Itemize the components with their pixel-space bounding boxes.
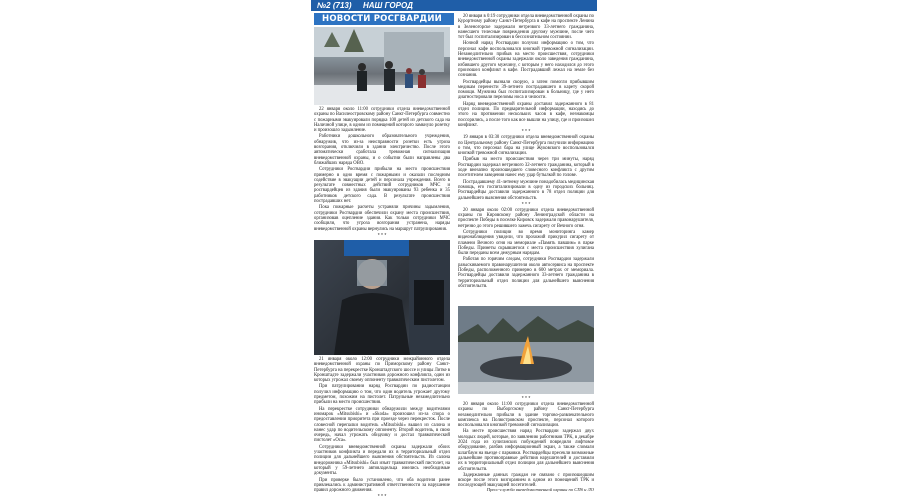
paragraph: Сотрудники полиции во время мониторинга камер видеонаблюдения увидели, что прохожий прикурил сигарету от пламени Вечного огня на мемориале «Память павшим» в парке Победы. Приметы скрывшегося с места происшествия хулигана были переданы всем дежурным нарядам.: [458, 229, 594, 257]
paragraph: Росгвардейцы вызвали скорую, а затем помогли прибывшим медикам перенести 39-летнего пострадавшего в карету скорой помощи. Мужчина был госпитализирован в больницу, где у него диагностировали переломы носа и челюсти.: [458, 79, 594, 101]
rubric-heading-text: НОВОСТИ РОСГВАРДИИ: [322, 14, 442, 24]
paragraph: При патрулировании наряд Росгвардии по радиостанции получил информацию о том, что один водитель угрожает другому предметом, похожим на пистолет. Патрульные незамедлительно прибыли на место происшествия.: [314, 384, 450, 406]
paragraph: 20 января около 11:00 сотрудники отдела вневедомственной охраны по Выборгскому району Санкт-Петербурга незамедлительно прибыли в здание торгово-развлекательного комплекса на Полюстровском проспекте, персонал которого воспользовался кнопкой тревожной сигнализации.: [458, 402, 594, 429]
paragraph: Наряд вневедомственной охраны доставил задержанного в 81 отдел полиции. По предварительной информации, находясь до этого на протяжении нескольких часов в кафе, незнакомцы поссорились, а после того как все вышли на улицу, где и произошел конфликт.: [458, 101, 594, 128]
paragraph: Сотрудники вневедомственной охраны задержали обоих участников конфликта и передали их в территориальный отдел полиции для дальнейшего выяснения обстоятельств. Из салона внедорожника «Mitsubishi» был изъят травматический пистолет, на который у 59-летнего автовладельца имелись необходимые документы.: [314, 444, 450, 477]
issue-number: №2 (713): [317, 1, 352, 10]
right-column-bottom: [458, 396, 594, 489]
paragraph: 22 января около 11:00 сотрудники отдела вневедомственной охраны по Василеостровскому району Санкт-Петербурга совместно с пожарными эвакуировали порядка 100 детей из детского сада на Наличной улице, в одном из помещений которого замкнуло розетку и произошло задымление.: [314, 107, 450, 134]
rubric-heading: [314, 13, 454, 25]
paragraph: 20 января в 0:19 сотрудники отдела вневедомственной охраны по Курортному району Санкт-Петербурга в кафе на проспекте Ленина в Зеленогорске задержали нетрезвого 33-летнего гражданина, нанесшего телесные повреждения другому мужчине, после чего тот был госпитализирован в бессознательном состоянии.: [458, 14, 594, 41]
paragraph: Пострадавшему 41-летнему мужчине понадобилась медицинская помощь, его госпитализировали в одну из городских больниц. Росгвардейцы доставили задержанного в 78 отдел полиции для дальнейшего выяснения обстоятельств.: [458, 179, 594, 201]
paragraph: 21 января около 12:00 сотрудники межрайонного отдела вневедомственной охраны по Приморскому району Санкт-Петербурга на перекрестке Кронштадтского шоссе и улицы Литке в Кронштадте задержали участников дорожного конфликта, один из которых угрожал своему оппоненту травматическим пистолетом.: [314, 357, 450, 384]
right-column-top: [458, 14, 594, 304]
paragraph: На месте происшествия наряд Росгвардии задержал двух молодых людей, которые, по заявлению работников ТРК, в декабре 2024 года из хулиганских побуждений повредили лифтовое оборудование, разбив информационный экран, а также сломали шлагбаум на въезде с парковки. Росгвардейцы пресекли возможные дальнейшие противоправные действия нарушителей и доставили их в территориальный отдел полиции для дальнейшего выяснения обстоятельств.: [458, 429, 594, 472]
paragraph: Работники дошкольного образовательного учреждения, обнаружив, что из-за неисправности розетки есть угроза возгорания, отключили в здании электричество. После этого автоматически сработала тревожная сигнализация вневедомственной охраны, и о событии были направлены два ближайших наряда ОВО.: [314, 134, 450, 166]
separator-stars: * * *: [377, 232, 387, 239]
eternal-flame-photo: [458, 306, 594, 394]
paragraph: 19 января в 03:30 сотрудники отдела вневедомственной охраны по Центральному району Санкт-Петербурга получили информацию о том, что персонал бара на улице Жуковского воспользовался кнопкой тревожной сигнализации.: [458, 135, 594, 157]
paragraph: Ночной наряд Росгвардии получил информацию о том, что персонал кафе воспользовался кнопкой тревожной сигнализации. Незамедлительно прибыв на место происшествия, сотрудники вневедомственной охраны задержали около заведения гражданина, избившего другого мужчину, с которым у него находился до этого произошел конфликт в кафе. Пострадавший лежал на земле без сознания.: [458, 41, 594, 79]
section-name: НАШ ГОРОД: [363, 1, 413, 10]
paragraph: При проверке было установлено, что оба водителя ранее привлекались к административной ответственности за нарушение правил дорожного движения.: [314, 477, 450, 494]
newspaper-page: [311, 0, 597, 500]
left-column-bottom: [314, 357, 450, 500]
separator-stars: * * *: [521, 129, 531, 136]
kindergarten-evacuation-photo: [314, 27, 450, 105]
separator-stars: * * *: [521, 396, 531, 402]
paragraph: Сотрудники Росгвардии прибыли на место происшествия примерно в одно время с пожарными и оказали последним содействие в эвакуации детей и персонала учреждения. Всего в результате совместных действий сотрудников МЧС и росгвардейцев из здания были эвакуированы 93 ребенка и 35 работников детского сада. В результате происшествия пострадавших нет.: [314, 167, 450, 205]
paragraph: Работая по горячим следам, сотрудники Росгвардии задержали разыскиваемого правонарушителя около автосервиса на проспекте Победы, расположенного примерно в 600 метрах от мемориала. Росгвардейцы доставили задержанного 33-летнего гражданина в территориальный отдел полиции для дальнейшего выяснения обстоятельств.: [458, 257, 594, 289]
separator-stars: * * *: [377, 494, 387, 500]
detained-driver-photo: [314, 240, 450, 355]
paragraph: Задержанные данных граждан не связано с произошедшим вскоре после этого возгоранием в одном из помещений ТРК и последующей эвакуацией посетителей.: [458, 472, 594, 489]
paragraph: Прибыв на место происшествия через три минуты, наряд Росгвардии задержал нетрезвого 32-летнего гражданина, который в ходе внезапно произошедшего словесного конфликта с другим посетителем заведения нанес ему удар бутылкой по голове.: [458, 157, 594, 179]
paragraph: Пока пожарные расчеты устраняли причины задымления, сотрудники Росгвардии обеспечили охрану места происшествия, организовав оцепление здания. Как только сотрудники МЧС сообщили, что угроза возгорания устранена, наряды вневедомственной охраны вернулись на маршрут патрулирования.: [314, 205, 450, 232]
separator-stars: * * *: [521, 201, 531, 208]
page-header-bar: [311, 0, 597, 11]
press-service-credit: Пресс-служба вневедомственной охраны по СПб и ЛО: [486, 487, 594, 492]
paragraph: На перекрестке сотрудники обнаружили между водителями иномарок «Mitsubishi» и «Skoda» произошел из-за спора о предоставлении приоритета при проезде через перекресток. После словесной перепалки водитель «Mitsubishi» вышел из салона и нанес удар по водительскому оппоненту. Второй водитель, в свою очередь, начал угрожать обидчику и достал травматический пистолет «Оса».: [314, 406, 450, 444]
left-column-top: [314, 107, 450, 239]
paragraph: 20 января около 02:00 сотрудники отдела вневедомственной охраны по Кировскому району Ленинградской области на проспекте Победы в поселке Кировск задержали правонарушителя, нетрезво до этого решившего зажечь сигарету от Вечного огня.: [458, 207, 594, 229]
